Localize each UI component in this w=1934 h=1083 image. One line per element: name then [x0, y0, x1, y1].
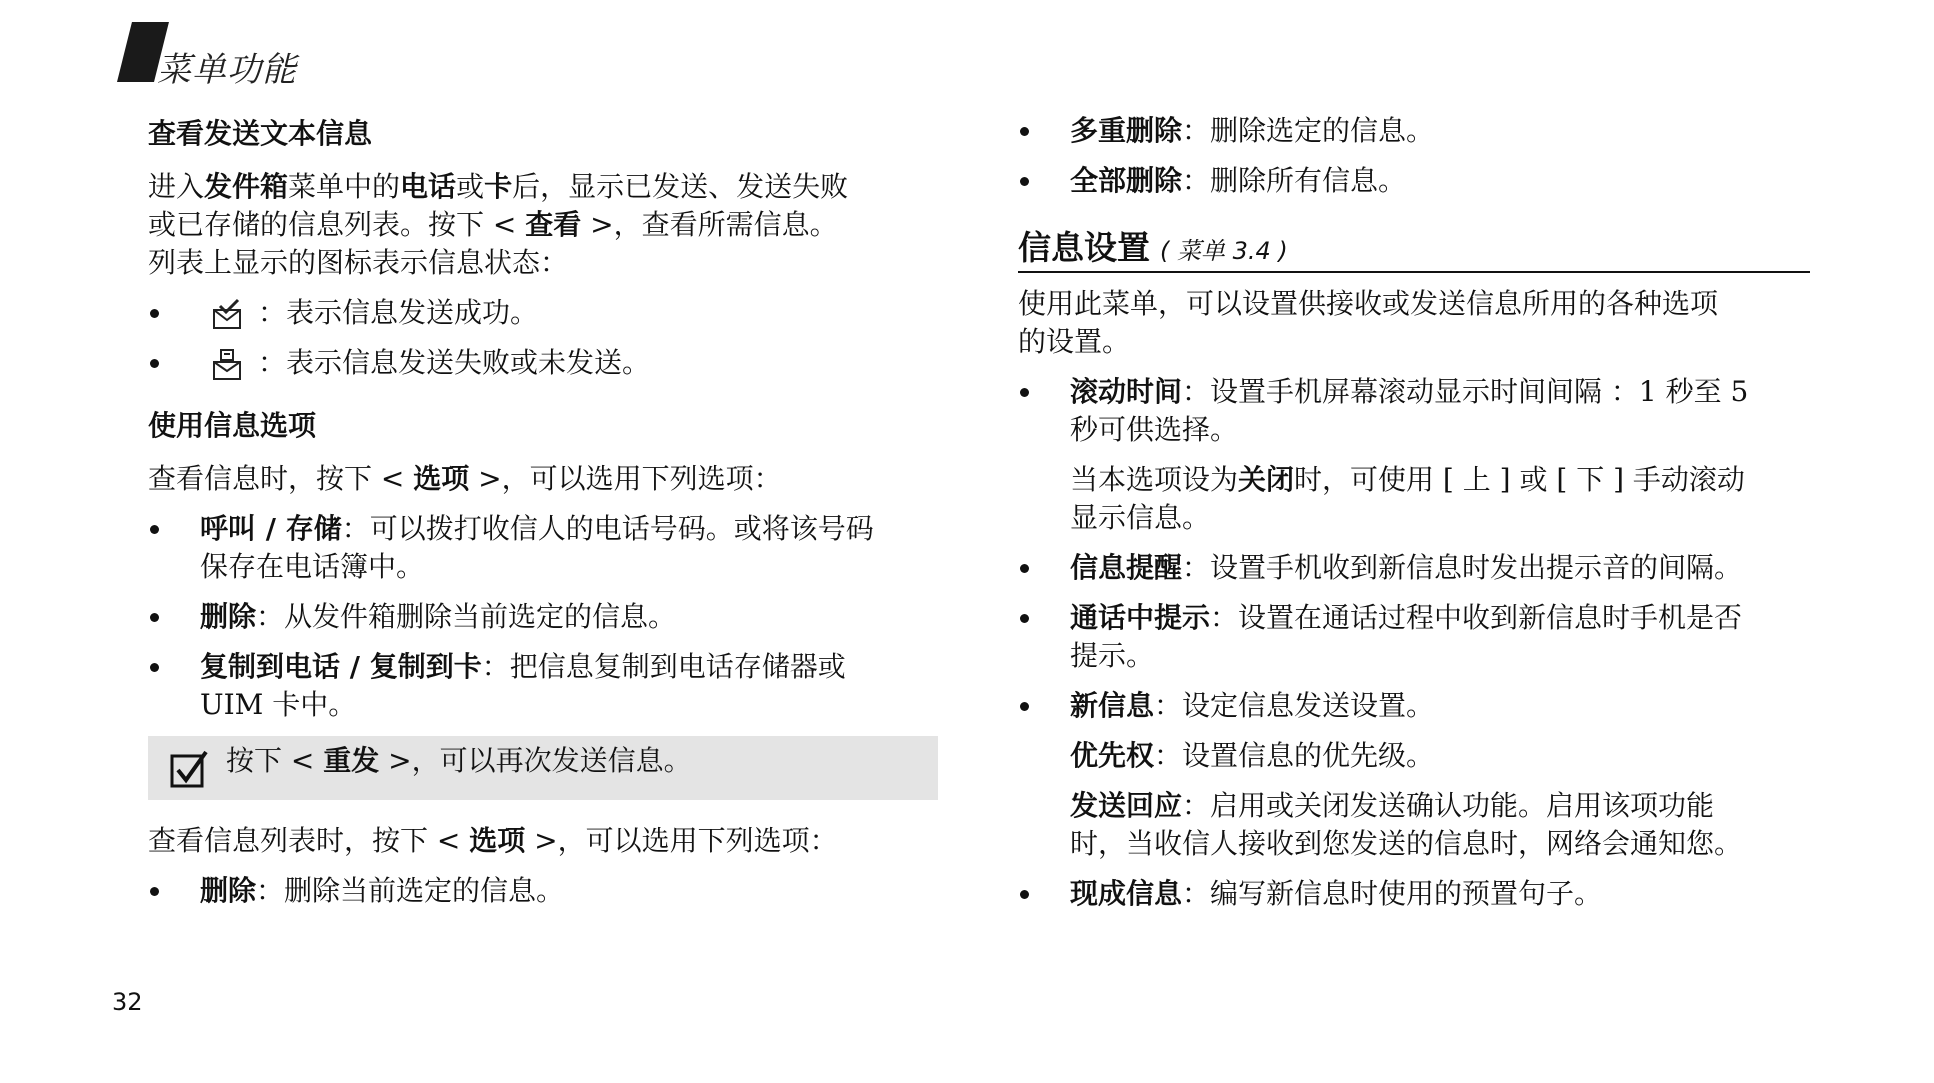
bullet-dot	[1020, 702, 1029, 711]
term-new-message: 新信息	[1070, 689, 1155, 722]
left-column	[148, 112, 938, 910]
icon-row-failed	[148, 344, 938, 382]
bullet-dot	[150, 525, 159, 534]
check-note-icon	[170, 750, 208, 788]
bullet-dot	[150, 309, 159, 318]
delivery-line	[1018, 787, 1808, 863]
bullet-dot	[1020, 127, 1029, 136]
term-delete: 删除	[200, 600, 257, 633]
para-outbox-1	[148, 168, 938, 206]
bullet-copy	[148, 648, 938, 724]
mail-failed-icon	[210, 348, 244, 382]
term-delivery: 发送回应	[1070, 789, 1183, 822]
bold-term: 选项	[413, 462, 470, 495]
text-run: 时，可使用 [ 上 ] 或 [ 下 ] 手动滚动	[1294, 463, 1745, 496]
text-run: >，可以再次发送信息。	[379, 744, 692, 777]
text-run: >，可以选用下列选项：	[469, 462, 782, 495]
text-call-save-1: ：可以拨打收信人的电话号码。或将该号码	[341, 512, 874, 545]
para-list-options	[148, 822, 938, 860]
bullet-delete-current	[148, 872, 938, 910]
text-call-save-2: 保存在电话簿中。	[200, 550, 425, 583]
bullet-reminder	[1018, 549, 1808, 587]
text-run: >，查看所需信息。	[581, 208, 838, 241]
text-delete: ：从发件箱删除当前选定的信息。	[256, 600, 677, 633]
bullet-preset	[1018, 875, 1808, 913]
term-preset: 现成信息	[1070, 877, 1183, 910]
bullet-dot	[150, 613, 159, 622]
bullet-dot	[1020, 614, 1029, 623]
para-outbox-2	[148, 206, 938, 244]
note-box	[148, 736, 938, 800]
text-run: 当本选项设为	[1070, 463, 1239, 496]
bold-term: 卡	[484, 170, 513, 203]
text-run: 菜单中的	[288, 170, 401, 203]
bullet-dot	[1020, 177, 1029, 186]
intro-line-2: 的设置。	[1018, 325, 1131, 358]
text-new-message: ：设定信息发送设置。	[1154, 689, 1435, 722]
term-copy: 复制到电话 / 复制到卡	[200, 650, 482, 683]
bullet-dot	[150, 887, 159, 896]
section-heading	[1018, 222, 1810, 273]
text-incall-1: ：设置在通话过程中收到新信息时手机是否	[1210, 601, 1743, 634]
text-incall-2: 提示。	[1070, 639, 1155, 672]
scroll-note-2	[1018, 499, 1808, 537]
text-run: 显示信息。	[1070, 501, 1211, 534]
bold-term: 选项	[469, 824, 526, 857]
text-priority: ：设置信息的优先级。	[1154, 739, 1435, 772]
text-run: 查看信息时，按下 <	[148, 462, 414, 495]
text-reminder: ：设置手机收到新信息时发出提示音的间隔。	[1182, 551, 1743, 584]
text-delivery-2: 时，当收信人接收到您发送的信息时，网络会通知您。	[1070, 827, 1743, 860]
bullet-dot	[1020, 890, 1029, 899]
heading-view-sent: 查看发送文本信息	[148, 117, 373, 150]
term-delete-all: 全部删除	[1070, 164, 1183, 197]
text-copy-1: ：把信息复制到电话存储器或	[481, 650, 846, 683]
text-run: >，可以选用下列选项：	[525, 824, 838, 857]
bullet-delete-all	[1018, 162, 1808, 200]
bullet-delete	[148, 598, 938, 636]
para-icons-intro: 列表上显示的图标表示信息状态：	[148, 246, 569, 279]
text-delivery-1: ：启用或关闭发送确认功能。启用该项功能	[1182, 789, 1715, 822]
icon-row-sent	[148, 294, 938, 332]
bold-term: 发件箱	[204, 170, 289, 203]
para-options	[148, 460, 938, 498]
section-menu-ref: ( 菜单 3.4 )	[1160, 237, 1288, 265]
scroll-note-1	[1018, 461, 1808, 499]
bullet-multi-delete	[1018, 112, 1808, 150]
bold-term: 电话	[400, 170, 457, 203]
bullet-dot	[1020, 388, 1029, 397]
text-run: 或已存储的信息列表。按下 <	[148, 208, 526, 241]
right-column	[1018, 112, 1808, 913]
text-run: 按下 <	[226, 744, 324, 777]
text-scroll-1: ：设置手机屏幕滚动显示时间间隔 ：1 秒至 5	[1182, 375, 1749, 408]
text-delete-current: ：删除当前选定的信息。	[256, 874, 565, 907]
page-header	[117, 22, 417, 90]
text-preset: ：编写新信息时使用的预置句子。	[1182, 877, 1603, 910]
text-scroll-2: 秒可供选择。	[1070, 413, 1239, 446]
priority-line	[1018, 737, 1808, 775]
term-multi-delete: 多重删除	[1070, 114, 1183, 147]
bold-term: 重发	[323, 744, 380, 777]
term-scroll-time: 滚动时间	[1070, 375, 1183, 408]
term-priority: 优先权	[1070, 739, 1155, 772]
page-number: 32	[112, 988, 143, 1016]
intro-line-1: 使用此菜单，可以设置供接收或发送信息所用的各种选项	[1018, 287, 1719, 320]
bullet-incall	[1018, 599, 1808, 675]
bullet-dot	[1020, 564, 1029, 573]
term-call-save: 呼叫 / 存储	[200, 512, 342, 545]
text-run: 或	[456, 170, 485, 203]
note-text	[226, 744, 692, 777]
bullet-scroll-time	[1018, 373, 1808, 449]
term-delete-current: 删除	[200, 874, 257, 907]
text-run: 后，显示已发送、发送失败	[512, 170, 849, 203]
bullet-new-message	[1018, 687, 1808, 725]
icon-row-failed-text: ：表示信息发送失败或未发送。	[258, 346, 651, 379]
text-multi-delete: ：删除选定的信息。	[1182, 114, 1435, 147]
header-title: 菜单功能	[157, 50, 297, 90]
section-title: 信息设置	[1018, 228, 1150, 267]
bullet-call-save	[148, 510, 938, 586]
bold-term: 查看	[525, 208, 582, 241]
term-incall: 通话中提示	[1070, 601, 1211, 634]
bold-term: 关闭	[1238, 463, 1295, 496]
bullet-dot	[150, 359, 159, 368]
mail-sent-icon	[210, 298, 244, 332]
text-delete-all: ：删除所有信息。	[1182, 164, 1407, 197]
text-run: 进入	[148, 170, 205, 203]
icon-row-sent-text: ：表示信息发送成功。	[258, 296, 539, 329]
text-run: 查看信息列表时，按下 <	[148, 824, 470, 857]
bullet-dot	[150, 663, 159, 672]
term-reminder: 信息提醒	[1070, 551, 1183, 584]
text-copy-2: UIM 卡中。	[200, 688, 357, 721]
heading-options: 使用信息选项	[148, 409, 317, 442]
